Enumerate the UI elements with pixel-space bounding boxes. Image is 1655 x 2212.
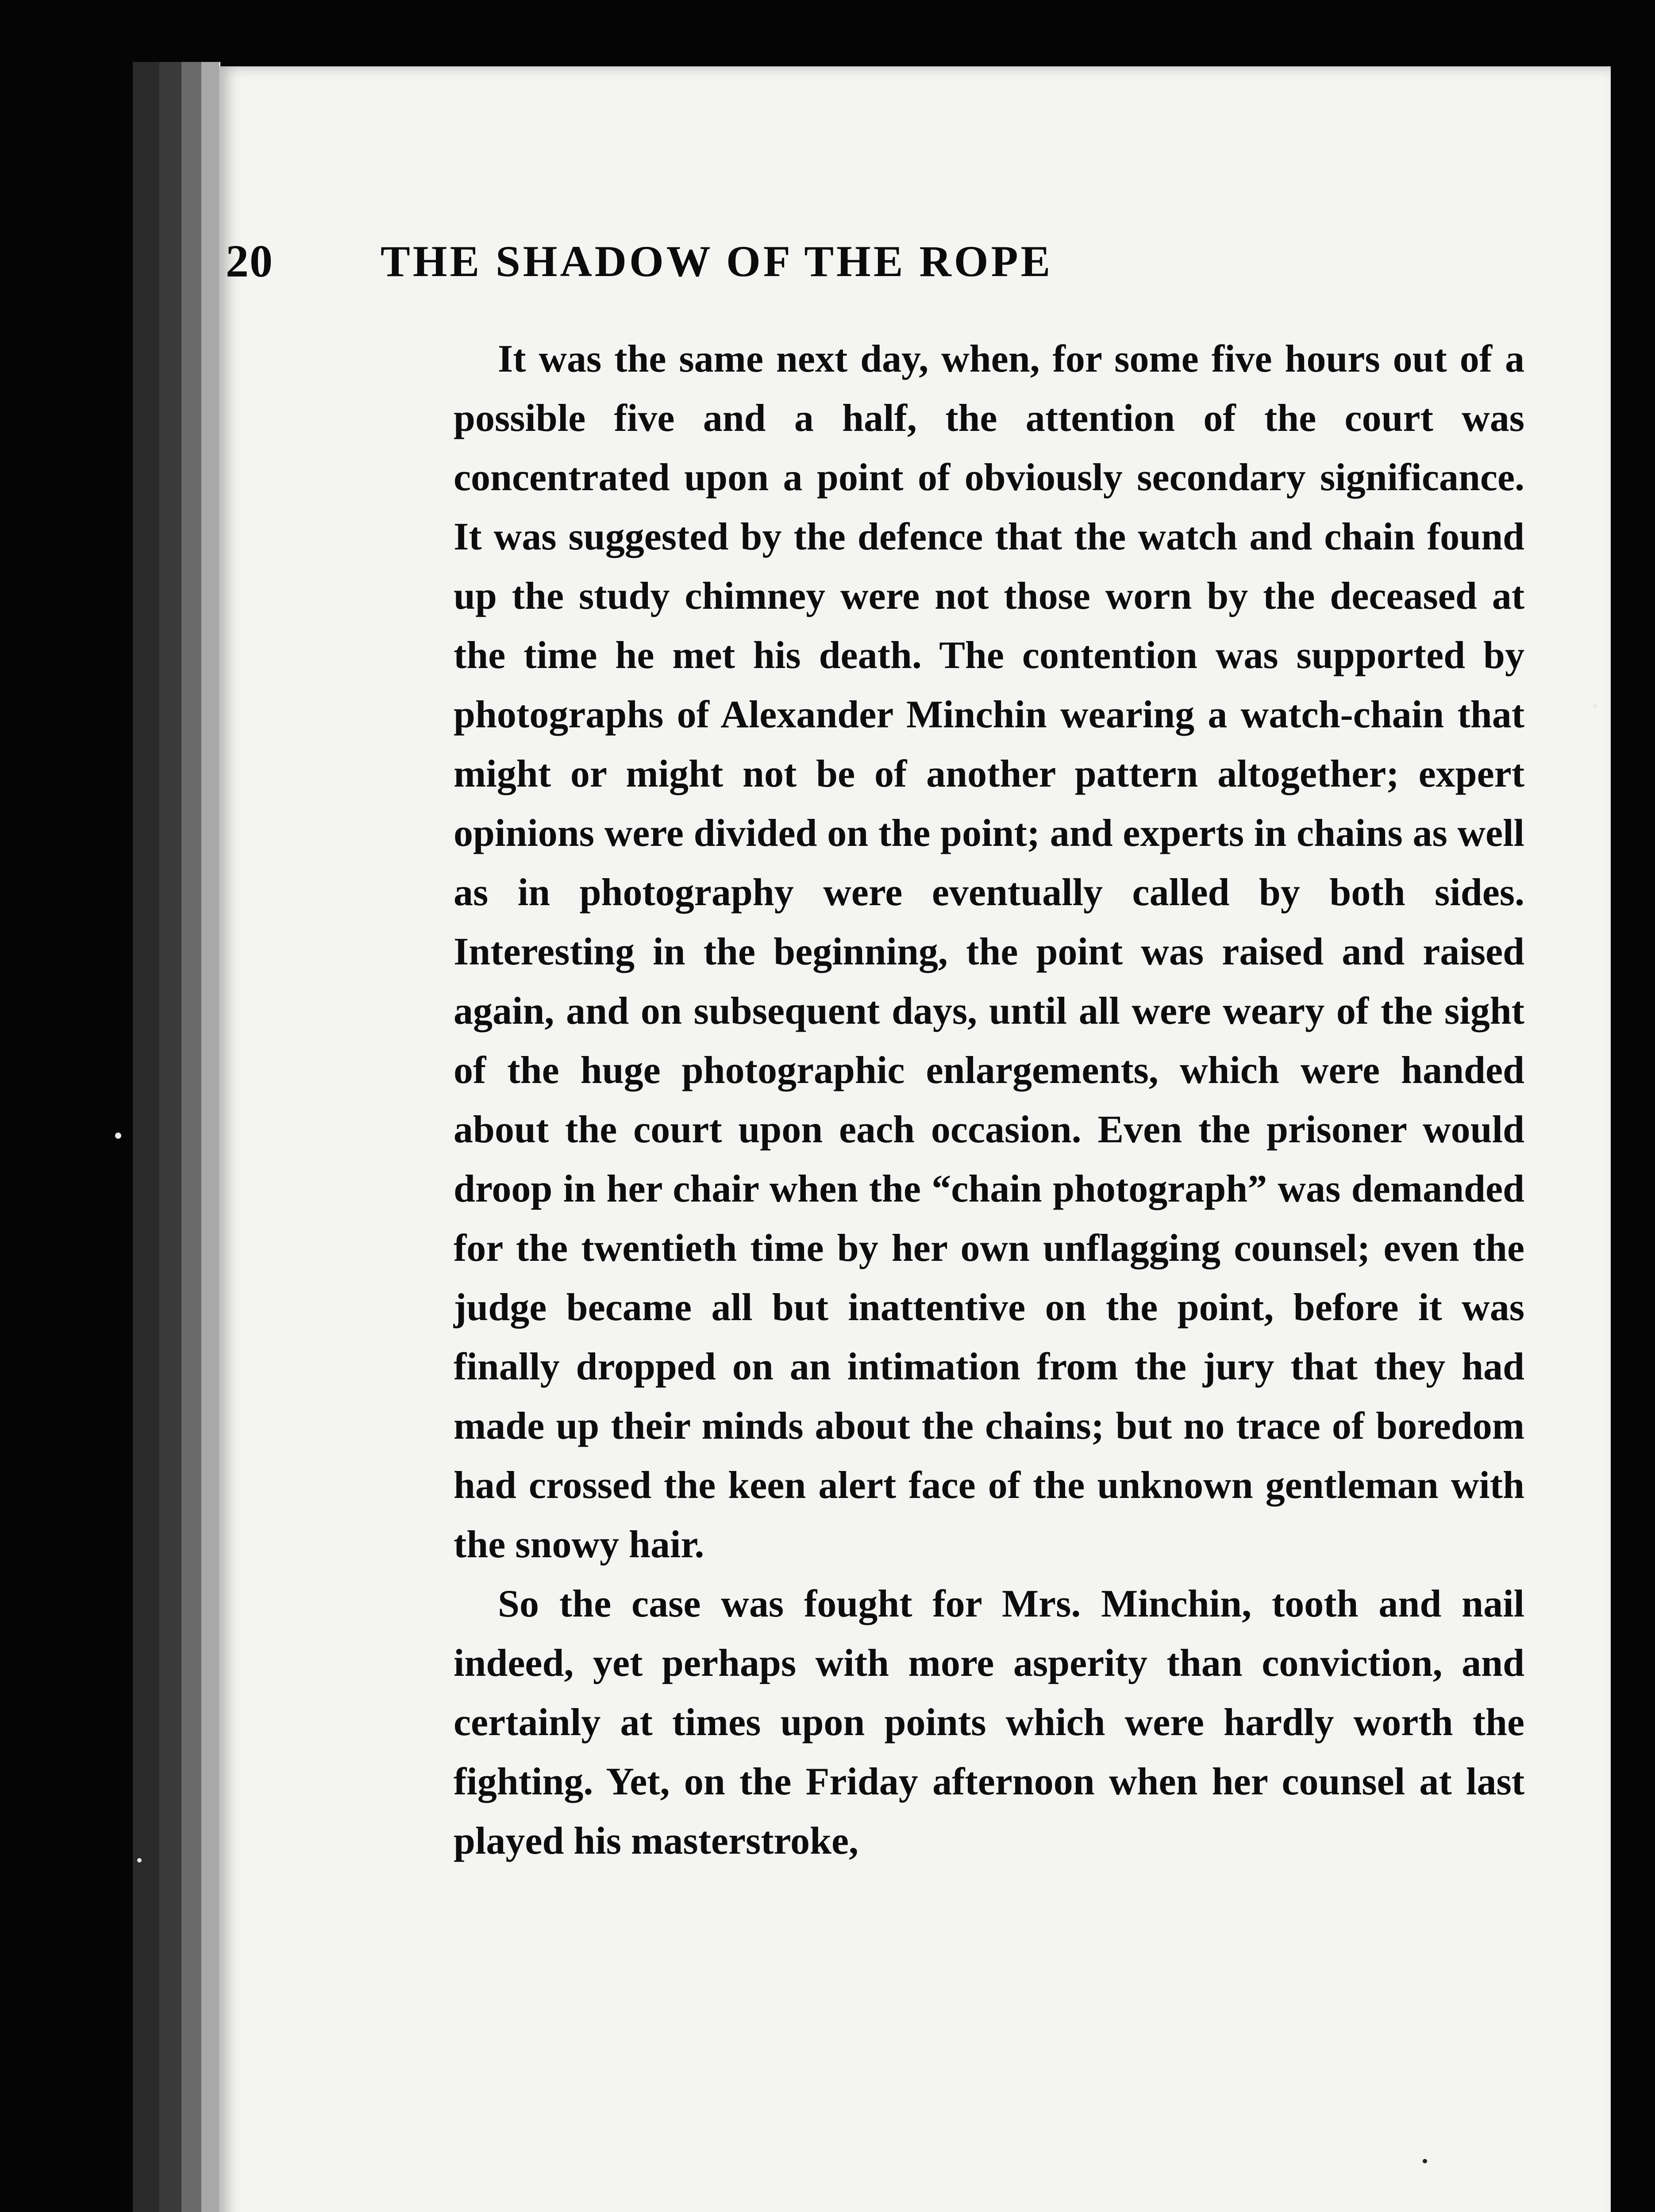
running-title: THE SHADOW OF THE ROPE [381, 236, 1053, 286]
page-body [454, 330, 1524, 1871]
book-page-edge [159, 62, 183, 2212]
scan-speck [115, 1133, 121, 1139]
book-page-edge [181, 62, 203, 2212]
scan-speck [137, 1858, 142, 1863]
body-paragraph: It was the same next day, when, for some five hours out of a possible five and a half, the attention of the court was concentrated upon a point of obviously secondary significance. It was suggested by the defence that the watch and chain found up the study chimney were not those worn by the deceased at the time he met his death. The contention was supported by photographs of Alexander Minchin wearing a watch-chain that might or might not be of another pattern altogether; expert opinions were divided on the point; and experts in chains as well as in photography were eventually called by both sides. Interesting in the beginning, the point was raised and raised again, and on subsequent days, until all were weary of the sight of the huge photographic enlargements, which were handed about the court upon each occasion. Even the prisoner would droop in her chair when the “chain photograph” was demanded for the twentieth time by her own unflagging counsel; even the judge became all but inattentive on the point, before it was finally dropped on an intimation from the jury that they had made up their minds about the chains; but no trace of boredom had crossed the keen alert face of the unknown gentleman with the snowy hair. [454, 338, 1524, 1566]
book-spine-edge [133, 62, 161, 2212]
body-paragraph: So the case was fought for Mrs. Minchin, tooth and nail indeed, yet perhaps with more asperity than conviction, and certainly at times upon points which were hardly worth the fighting. Yet, on the Friday afternoon when her counsel at last played his masterstroke, [454, 1582, 1524, 1863]
page-header [226, 230, 1341, 292]
book-page-edge [201, 62, 220, 2212]
page-number: 20 [226, 235, 273, 287]
scan-speck [1423, 2159, 1427, 2163]
scan-speck [1593, 703, 1597, 708]
